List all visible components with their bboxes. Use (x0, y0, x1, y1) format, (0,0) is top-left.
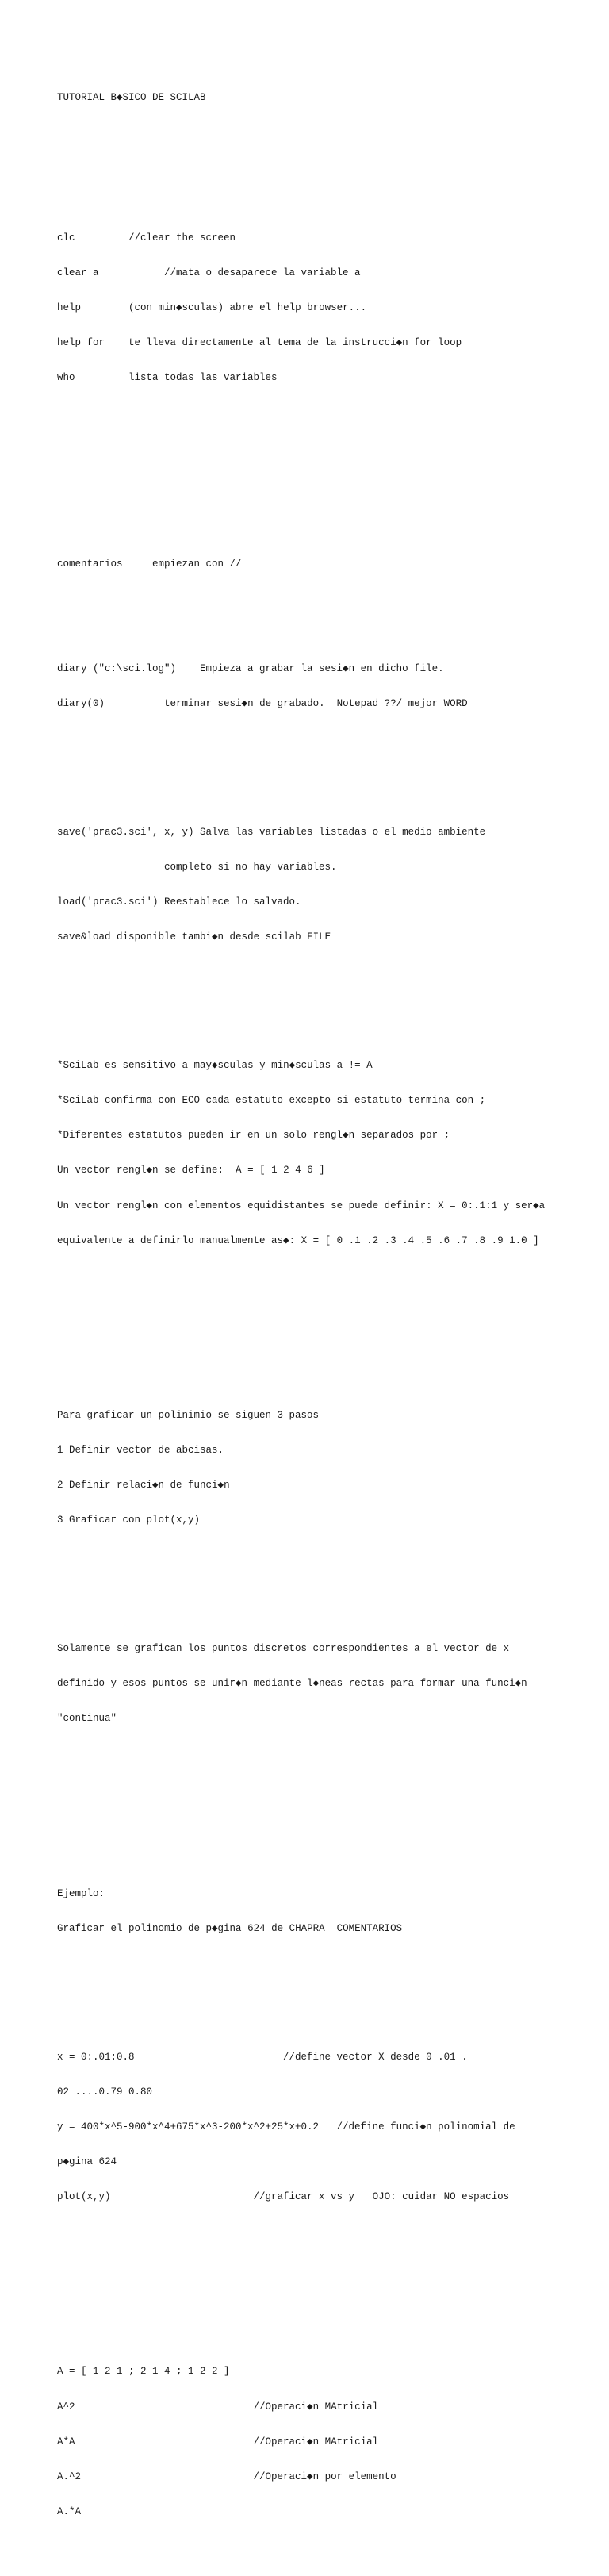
spacer (57, 2296, 557, 2308)
note-line: Un vector rengl◆n con elementos equidistantes se puede definir: X = 0:.1:1 y ser◆a (57, 1200, 546, 1211)
matrix-op-line: A.*A (57, 2505, 82, 2517)
commands-list (57, 209, 557, 407)
diary-line: diary(0) terminar sesi◆n de grabado. Notepad ??/ mejor WORD (57, 698, 468, 710)
spacer (57, 990, 557, 1002)
document-title: TUTORIAL B◆SICO DE SCILAB (57, 92, 206, 104)
graficar-step-line: 1 Definir vector de abcisas. (57, 1445, 224, 1457)
matrix-ops-section (57, 2343, 557, 2541)
spacer (57, 512, 557, 524)
ejemplo-intro-line: Graficar el polinomio de p◆gina 624 de CHAPRA COMENTARIOS (57, 1922, 403, 1934)
note-line: *SciLab es sensitivo a may◆sculas y min◆sculas a != A (57, 1060, 373, 1072)
solamente-line: definido y esos puntos se unir◆n mediante l◆neas rectas para formar una funci◆n (57, 1678, 527, 1690)
spacer (57, 757, 557, 769)
save-load-line: load('prac3.sci') Reestablece lo salvado. (57, 896, 301, 908)
ejemplo-intro-line: Ejemplo: (57, 1887, 105, 1899)
spacer (57, 1783, 557, 1795)
ejemplo-intro-section (57, 1864, 557, 1958)
spacer (57, 477, 557, 489)
command-line: who lista todas las variables (57, 371, 278, 383)
ejemplo-code-line: p◆gina 624 (57, 2156, 117, 2167)
spacer (57, 442, 557, 454)
solamente-line: Solamente se grafican los puntos discretos correspondientes a el vector de x (57, 1643, 510, 1655)
ejemplo-code-line: 02 ....0.79 0.80 (57, 2086, 153, 2098)
spacer (57, 2261, 557, 2273)
spacer (57, 1340, 557, 1352)
note-line: *Diferentes estatutos pueden ir en un solo rengl◆n separados por ; (57, 1130, 450, 1142)
command-line: clear a //mata o desaparece la variable a (57, 267, 361, 278)
graficar-steps-section (57, 1387, 557, 1550)
spacer (57, 127, 557, 139)
command-line: help (con min◆sculas) abre el help browser... (57, 301, 367, 313)
matrix-op-line: A^2 //Operaci◆n MAtricial (57, 2401, 379, 2413)
ejemplo-code-section (57, 2028, 557, 2226)
ejemplo-code-line: y = 400*x^5-900*x^4+675*x^3-200*x^2+25*x+0.2 //define funci◆n polinomial de (57, 2121, 515, 2133)
ejemplo-code-line: x = 0:.01:0.8 //define vector X desde 0 .01 . (57, 2051, 468, 2063)
note-line: *SciLab confirma con ECO cada estatuto excepto si estatuto termina con ; (57, 1095, 486, 1107)
save-load-line: save&load disponible tambi◆n desde scilab FILE (57, 931, 331, 943)
command-line: clc //clear the screen (57, 232, 236, 244)
save-load-line: completo si no hay variables. (57, 862, 337, 873)
note-line: equivalente a definirlo manualmente as◆: X = [ 0 .1 .2 .3 .4 .5 .6 .7 .8 .9 1.0 ] (57, 1234, 539, 1246)
spacer (57, 1573, 557, 1585)
comentarios-line: comentarios empiezan con // (57, 559, 242, 570)
solamente-section (57, 1620, 557, 1749)
spacer (57, 1305, 557, 1317)
ejemplo-code-line: plot(x,y) //graficar x vs y OJO: cuidar NO espacios (57, 2190, 510, 2202)
spacer (57, 593, 557, 605)
note-line: Un vector rengl◆n se define: A = [ 1 2 4 6 ] (57, 1165, 325, 1177)
diary-section (57, 640, 557, 734)
graficar-step-line: 3 Graficar con plot(x,y) (57, 1515, 201, 1526)
graficar-step-line: 2 Definir relaci◆n de funci◆n (57, 1480, 230, 1491)
save-load-line: save('prac3.sci', x, y) Salva las variables listadas o el medio ambiente (57, 827, 486, 839)
matrix-op-line: A = [ 1 2 1 ; 2 1 4 ; 1 2 2 ] (57, 2366, 230, 2378)
spacer (57, 1818, 557, 1830)
command-line: help for te lleva directamente al tema de la instrucci◆n for loop (57, 336, 462, 348)
diary-line: diary ("c:\sci.log") Empieza a grabar la sesi◆n en dicho file. (57, 663, 444, 675)
document-body (57, 57, 557, 2576)
graficar-step-line: Para graficar un polinimio se siguen 3 pasos (57, 1410, 320, 1422)
matrix-op-line: A*A //Operaci◆n MAtricial (57, 2436, 379, 2447)
notes-section (57, 1037, 557, 1270)
spacer (57, 162, 557, 174)
spacer (57, 1981, 557, 1993)
matrix-op-line: A.^2 //Operaci◆n por elemento (57, 2470, 396, 2482)
save-load-section (57, 804, 557, 967)
solamente-line: "continua" (57, 1713, 117, 1725)
